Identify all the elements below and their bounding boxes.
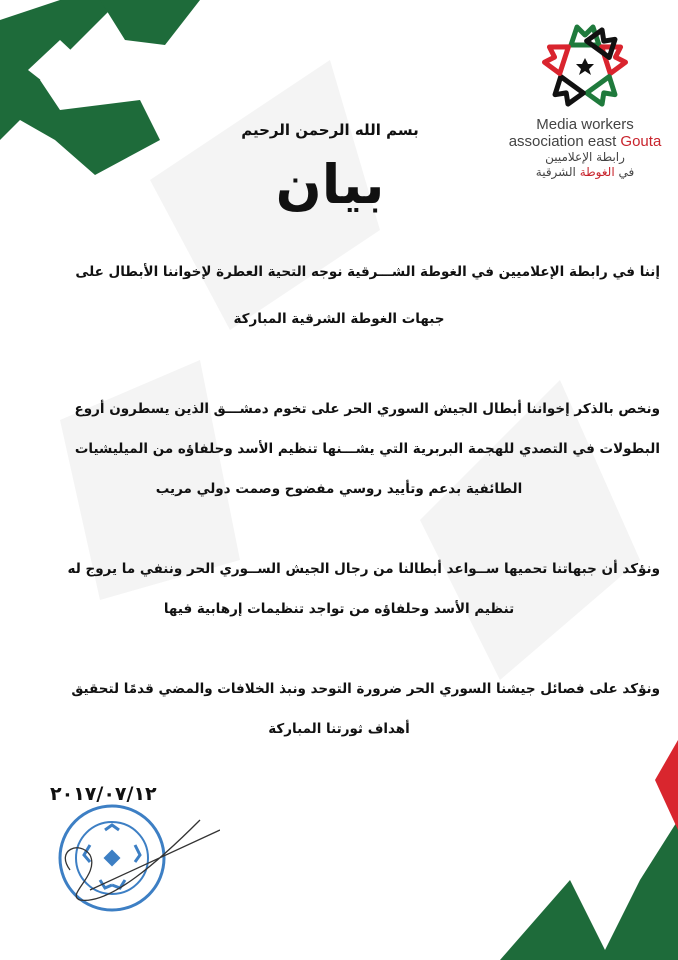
paragraph-line: تنظيم الأسد وحلفاؤه من تواجد تنظيمات إرهابية فيها <box>163 601 515 617</box>
organization-logo <box>500 22 670 180</box>
logo-en-line1: Media workers <box>536 116 634 133</box>
logo-en-accent: Gouta <box>620 133 662 150</box>
green-shapes-bottomright <box>500 820 678 960</box>
paragraph-line: ونؤكد أن جبهاتنا تحميها ســواعد أبطالنا من رجال الجيش الســوري الحر وننفي ما يروج له <box>67 561 660 577</box>
paragraph-line: إننا في رابطة الإعلاميين في الغوطة الشـــرقية نوجه التحية العطرة لإخواننا الأبطال على <box>75 264 660 280</box>
paragraph-line: الطائفية بدعم وتأييد روسي مفضوح وصمت دولي مريب <box>155 481 523 497</box>
red-triangle-right <box>655 740 678 830</box>
green-chevron-topleft <box>0 0 200 175</box>
logo-ar-prefix: في <box>614 165 635 179</box>
logo-ar-suffix: الشرقية <box>535 165 580 179</box>
basmala: بسم الله الرحمن الرحيم <box>241 121 419 139</box>
logo-en-prefix: association east <box>508 133 621 150</box>
logo-ar-line1: رابطة الإعلاميين <box>545 150 625 164</box>
statement-date: ٢٠١٧/٠٧/١٢ <box>50 783 157 805</box>
paragraph-line: أهداف ثورتنا المباركة <box>268 721 410 737</box>
logo-name-arabic <box>500 150 670 180</box>
page-title: بيان <box>275 153 385 216</box>
logo-ar-accent: الغوطة <box>579 165 615 179</box>
logo-ar-line2 <box>500 165 670 180</box>
star-emblem-icon <box>540 22 630 112</box>
logo-en-line2 <box>500 133 670 150</box>
logo-name-english <box>500 116 670 150</box>
paragraph-line: البطولات في التصدي للهجمة البربرية التي يشـــنها تنظيم الأسد وحلفاؤه من الميليشيات <box>74 441 660 457</box>
paragraph-line: جبهات الغوطة الشرقية المباركة <box>233 311 445 327</box>
paragraph-line: ونخص بالذكر إخواننا أبطال الجيش السوري الحر على تخوم دمشـــق الذين يسطرون أروع <box>74 401 660 417</box>
official-stamp <box>50 800 220 930</box>
paragraph-line: ونؤكد على فصائل جيشنا السوري الحر ضرورة التوحد ونبذ الخلافات والمضي قدمًا لتحقيق <box>71 681 660 697</box>
